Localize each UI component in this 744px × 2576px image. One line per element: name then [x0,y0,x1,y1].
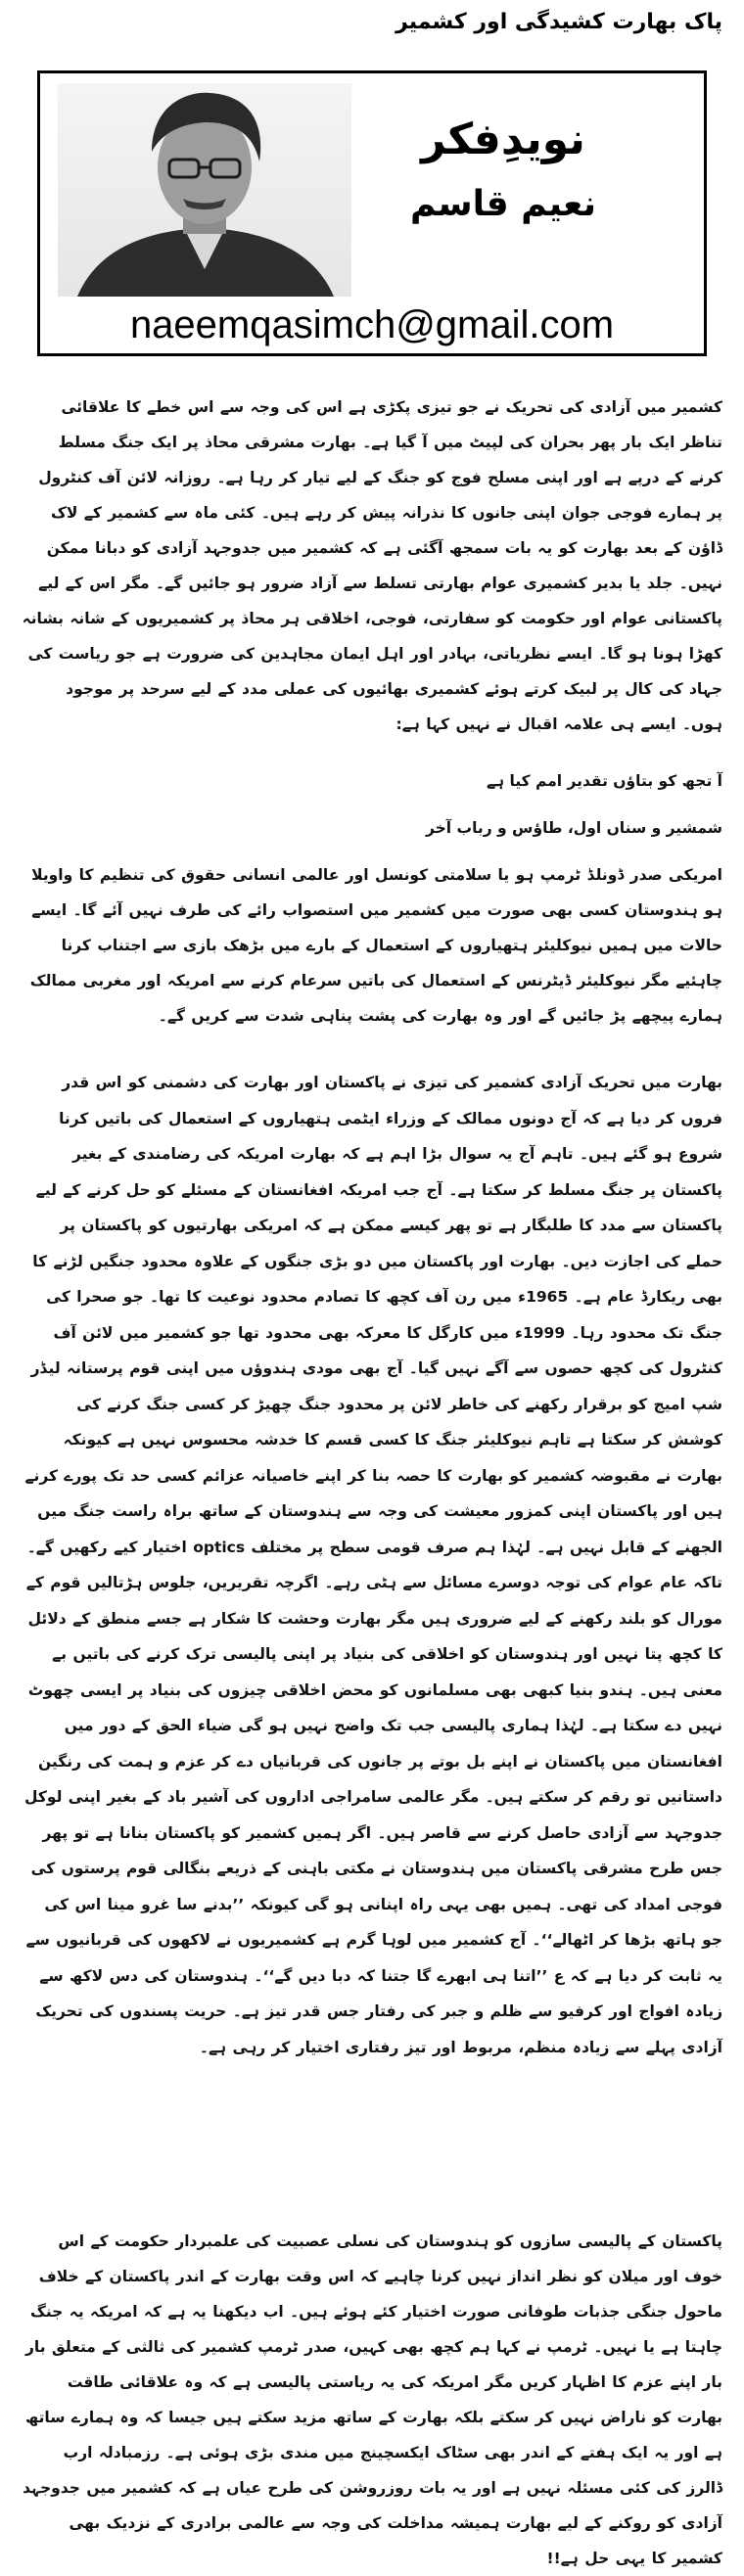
paragraph-1: کشمیر میں آزادی کی تحریک نے جو تیزی پکڑی ہے اس کی وجہ سے اس خطے کا علاقائی تناظر ایک بار پھر بحران کی لپیٹ میں آ گیا ہے۔ بھارت مشرقی محاذ پر ایک جنگ مسلط کرنے کے درپے ہے اور اپنی مسلح فوج کو جنگ کے لیے تیار کر رہا ہے۔ روزانہ لائن آف کنٹرول پر ہمارے فوجی جوان اپنی جانوں کا نذرانہ پیش کر رہے ہیں۔ کئی ماہ سے کشمیر کے لاک ڈاؤن کے بعد بھارت کو یہ بات سمجھ آگئی ہے کہ کشمیر میں جدوجہد آزادی کو دبانا ممکن نہیں۔ جلد یا بدیر کشمیری عوام بھارتی تسلط سے آزاد ضرور ہو جائیں گے۔ مگر اس کے لیے پاکستانی عوام اور حکومت کو سفارتی، فوجی، اخلاقی ہر محاذ پر کشمیریوں کے شانہ بشانہ کھڑا ہونا ہو گا۔ ایسے نظریاتی، بہادر اور اہل ایمان مجاہدین کی ضرورت ہے جو ریاست کی جہاد کی کال پر لبیک کرتے ہوئے کشمیری بھائیوں کی عملی مدد کے لیے سرحد پر موجود ہوں۔ ایسے ہی علامہ اقبال نے نہیں کہا ہے: [22,398,722,733]
verse-line-1: آ تجھ کو بتاؤں تقدیر امم کیا ہے [486,772,722,790]
headline: پاک بھارت کشیدگی اور کشمیر [395,10,722,34]
column-title: نویدِفکر [421,115,585,164]
author-name: نعیم قاسم [409,184,597,224]
author-email[interactable]: naeemqasimch@gmail.com [37,299,707,356]
author-portrait [58,83,351,297]
paragraph-3: بھارت میں تحریک آزادی کشمیر کی تیزی نے پاکستان اور بھارت کی دشمنی کو اس قدر فروں کر دیا ہے کہ آج دونوں ممالک کے وزراء ایٹمی ہتھیاروں کے استعمال کی باتیں کرنا شروع ہو گئے ہیں۔ تاہم آج یہ سوال بڑا اہم ہے کہ بھارت امریکہ کی رضامندی کے بغیر پاکستان پر جنگ مسلط کر سکتا ہے۔ آج جب امریکہ افغانستان کے مسئلے کو حل کرنے کے لیے پاکستان سے مدد کا طلبگار ہے تو پھر کیسے ممکن ہے کہ امریکی بھارتیوں کو پاکستان پر حملے کی اجازت دیں۔ بھارت اور پاکستان میں دو بڑی جنگوں کے علاوہ محدود جنگیں لڑنے کا بھی ریکارڈ عام ہے۔ 1965ء میں رن آف کچھ کا تصادم محدود نوعیت کا تھا۔ جو صحرا کی جنگ تک محدود رہا۔ 1999ء میں کارگل کا معرکہ بھی محدود تھا جو کشمیر میں لائن آف کنٹرول کی کچھ حصوں سے آگے نہیں گیا۔ آج بھی مودی ہندوؤں میں اپنی قوم پرستانہ لیڈر شپ امیج کو برقرار رکھنے کی خاطر لائن پر محدود جنگ چھیڑ کر کسی جنگ کرنے کی کوشش کر سکتا ہے تاہم نیوکلیئر جنگ کا کسی قسم کا خدشہ محسوس نہیں ہے کیونکہ بھارت نے مقبوضہ کشمیر کو بھارت کا حصہ بنا کر اپنے خاصیانہ عزائم کسی حد تک پورے کرنے ہیں اور پاکستان اپنی کمزور معیشت کی وجہ سے ہندوستان کے ساتھ براہ راست جنگ میں الجھنے کے قابل نہیں ہے۔ لہٰذا ہم صرف قومی سطح پر مختلف optics اختیار کیے رکھیں گے۔ تاکہ عام عوام کی توجہ دوسرے مسائل سے ہٹی رہے۔ اگرچہ تقریریں، جلوس ہڑتالیں قوم کے مورال کو بلند رکھنے کے لیے ضروری ہیں مگر بھارت وحشت کا شکار ہے جسے منطق کے دلائل کا کچھ پتا نہیں اور ہندوستان کو اخلاقی کی بنیاد پر اپنی پالیسی ترک کرنے کی باتیں بے معنی ہیں۔ ہندو بنیا کبھی بھی مسلمانوں کو محض اخلاقی چیزوں کی بنیاد پر ایسی چھوٹ نہیں دے سکتا ہے۔ لہٰذا ہماری پالیسی جب تک واضح نہیں ہو گی ضیاء الحق کے دور میں افغانستان میں پاکستان نے اپنے بل بوتے پر جانوں کی قربانیاں دے کر عزم و ہمت کی رنگین داستانیں تو رقم کر سکتے ہیں۔ مگر عالمی سامراجی اداروں کی آشیر باد کے بغیر اپنی لوکل جدوجہد سے آزادی حاصل کرنے سے قاصر ہیں۔ اگر ہمیں کشمیر کو پاکستان بنانا ہے تو پھر جس طرح مشرقی پاکستان میں ہندوستان نے مکتی باہنی کے ذریعے بنگالی قوم پرستوں کی فوجی امداد کی تھی۔ ہمیں بھی یہی راہ اپنانی ہو گی کیونکہ ’’بدنے سا غرو مینا اس کی جو ہاتھ بڑھا کر اٹھالے‘‘۔ آج کشمیر میں لوہا گرم ہے کشمیریوں نے لاکھوں کی قربانیوں سے یہ ثابت کر دیا ہے کہ ع ’’اتنا ہی ابھرے گا جتنا کہ دبا دیں گے‘‘۔ ہندوستان کی دس لاکھ سے زیادہ افواج اور کرفیو سے ظلم و جبر کی رفتار جس قدر تیز ہے۔ حریت پسندوں کی تحریک آزادی پہلے سے زیادہ منظم، مربوط اور تیز رفتاری اختیار کر رہی ہے۔ [24,1074,722,2056]
paragraph-2: امریکی صدر ڈونلڈ ٹرمپ ہو یا سلامتی کونسل اور عالمی انسانی حقوق کی تنظیم کا واویلا ہو ہندوستان کسی بھی صورت میں کشمیر میں استصواب رائے کی طرف نہیں آئے گا۔ ایسے حالات میں ہمیں نیوکلیئر ہتھیاروں کے استعمال کے بارے میں بڑھک بازی سے اجتناب کرنا چاہئیے مگر نیوکلیئر ڈیٹرنس کے استعمال کی باتیں سرعام کرنے سے امریکہ اور مغربی ممالک ہمارے پیچھے پڑ جائیں گے اور وہ بھارت کی پشت پناہی شدت سے کریں گے۔ [29,866,722,1025]
verse-line-2: شمشیر و سناں اول، طاؤس و رباب آخر [425,819,722,837]
paragraph-4: پاکستان کے پالیسی سازوں کو ہندوستان کی نسلی عصبیت کی علمبردار حکومت کے اس خوف اور میلان کو نظر انداز نہیں کرنا چاہیے کہ اس وقت بھارت کے اندر پاکستان کے خلاف ماحول جنگی جذبات طوفانی صورت اختیار کئے ہوئے ہیں۔ اب دیکھنا یہ ہے کہ امریکہ یہ جنگ چاہتا ہے یا نہیں۔ ٹرمپ نے کہا ہم کچھ بھی کہیں، صدر ٹرمپ کشمیر کی ثالثی کے متعلق بار بار اپنے عزم کا اظہار کریں مگر امریکہ کی یہ ریاستی پالیسی ہے کہ وہ علاقائی طاقت بھارت کو ناراض نہیں کر سکتے بلکہ بھارت کے ساتھ مزید سکتے ہیں جیسا کہ وہ ہمارے ساتھ ہے اور یہ ایک ہفتے کے اندر بھی سٹاک ایکسچینج میں مندی بڑی ہوئی ہے۔ رزمبادلہ ارب ڈالرز کی کئی مسئلہ نہیں ہے اور یہ بات روزروشن کی طرح عیاں ہے کہ کشمیر میں جدوجہد آزادی کو روکنے کے لیے بھارت ہمیشہ مداخلت کی وجہ سے عالمی برادری کے نزدیک بھی کشمیر کا یہی حل ہے!! [22,2232,722,2567]
column-header-box [37,70,707,303]
